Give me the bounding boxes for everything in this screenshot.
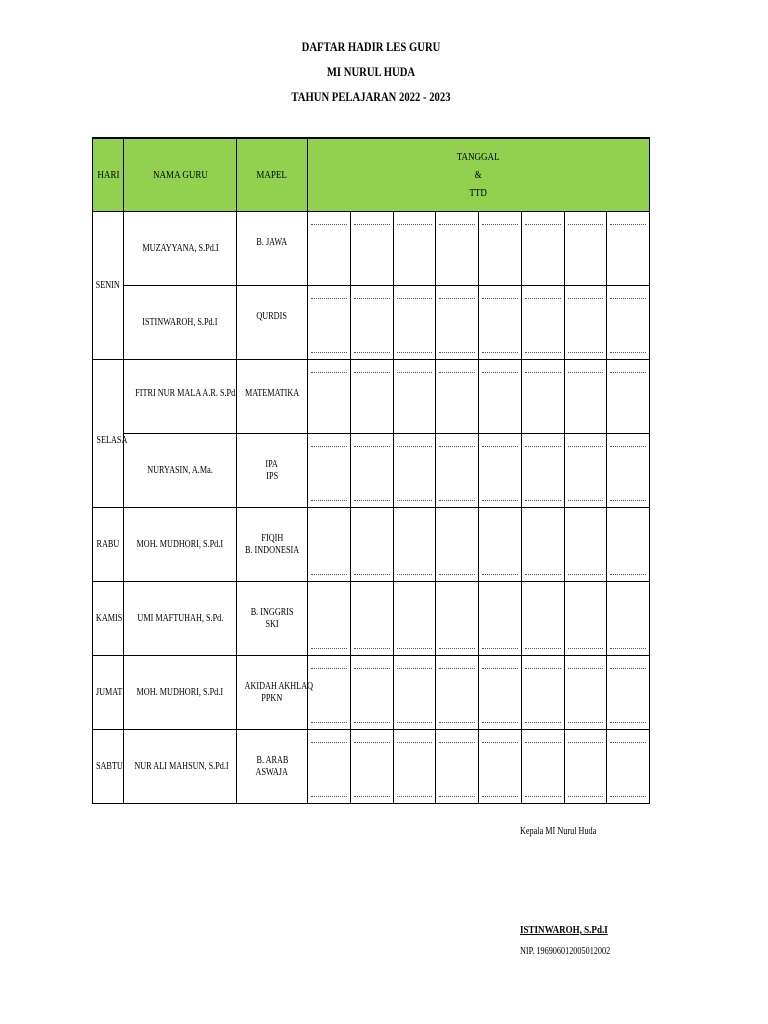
signature-nip: NIP. 196906012005012002 xyxy=(520,946,611,957)
signature-cell[interactable] xyxy=(479,434,522,508)
signature-cell[interactable] xyxy=(607,360,650,434)
signature-cell[interactable] xyxy=(436,508,479,582)
signature-cell[interactable] xyxy=(436,360,479,434)
date-line xyxy=(354,742,390,743)
header-nama-guru: NAMA GURU xyxy=(124,138,237,212)
table-row xyxy=(93,434,650,508)
signature-cell[interactable] xyxy=(479,730,522,804)
signature-cell[interactable] xyxy=(564,286,607,360)
signature-cell[interactable] xyxy=(350,286,393,360)
subject-cell: IPA IPS xyxy=(237,434,308,508)
teacher-name-cell: ISTINWAROH, S.Pd.I xyxy=(124,286,237,360)
signature-cell[interactable] xyxy=(308,508,351,582)
signature-cell[interactable] xyxy=(607,508,650,582)
signature-line xyxy=(397,722,433,723)
signature-line xyxy=(439,722,475,723)
signature-line xyxy=(439,648,475,649)
date-line xyxy=(482,298,518,299)
date-line xyxy=(311,668,347,669)
date-line xyxy=(525,742,561,743)
day-cell-rabu: RABU xyxy=(93,508,124,582)
signature-line xyxy=(354,796,390,797)
signature-cell[interactable] xyxy=(564,360,607,434)
table-row xyxy=(93,656,650,730)
signature-cell[interactable] xyxy=(479,656,522,730)
date-line xyxy=(311,742,347,743)
date-line xyxy=(610,372,646,373)
table-row xyxy=(93,730,650,804)
signature-line xyxy=(397,796,433,797)
signature-line xyxy=(439,500,475,501)
table-row xyxy=(93,582,650,656)
signature-cell[interactable] xyxy=(479,360,522,434)
signature-cell[interactable] xyxy=(521,212,564,286)
day-cell-jumat: JUMAT xyxy=(93,656,124,730)
date-line xyxy=(568,298,604,299)
teacher-name-cell: MOH. MUDHORI, S.Pd.I xyxy=(124,508,237,582)
date-line xyxy=(354,298,390,299)
signature-cell[interactable] xyxy=(564,508,607,582)
signature-line xyxy=(439,796,475,797)
signature-cell[interactable] xyxy=(308,286,351,360)
date-line xyxy=(568,668,604,669)
signature-cell[interactable] xyxy=(521,434,564,508)
document-title xyxy=(142,34,600,109)
subject-cell: FIQIH B. INDONESIA xyxy=(237,508,308,582)
signature-cell[interactable] xyxy=(308,656,351,730)
signature-cell[interactable] xyxy=(607,434,650,508)
signature-line xyxy=(439,574,475,575)
date-line xyxy=(439,668,475,669)
signature-cell[interactable] xyxy=(607,730,650,804)
subject-cell: AKIDAH AKHLAQ PPKN xyxy=(237,656,308,730)
signature-cell[interactable] xyxy=(308,434,351,508)
date-line xyxy=(311,446,347,447)
signature-cell[interactable] xyxy=(521,582,564,656)
date-line xyxy=(568,446,604,447)
date-line xyxy=(568,224,604,225)
date-line xyxy=(482,668,518,669)
date-line xyxy=(311,298,347,299)
attendance-body xyxy=(93,212,650,804)
signature-cell[interactable] xyxy=(308,212,351,286)
signature-cell[interactable] xyxy=(436,582,479,656)
date-line xyxy=(397,742,433,743)
date-line xyxy=(397,668,433,669)
signature-line xyxy=(354,722,390,723)
signature-line xyxy=(568,722,604,723)
signature-line xyxy=(610,352,646,353)
signature-line xyxy=(482,574,518,575)
date-line xyxy=(482,372,518,373)
date-line xyxy=(525,446,561,447)
signature-line xyxy=(397,648,433,649)
date-line xyxy=(610,742,646,743)
day-cell-selasa: SELASA xyxy=(93,360,124,508)
date-line xyxy=(397,224,433,225)
signature-cell[interactable] xyxy=(393,730,436,804)
signature-cell[interactable] xyxy=(393,656,436,730)
signature-cell[interactable] xyxy=(607,286,650,360)
signature-line xyxy=(610,500,646,501)
day-cell-kamis: KAMIS xyxy=(93,582,124,656)
signature-cell[interactable] xyxy=(393,434,436,508)
signature-cell[interactable] xyxy=(564,730,607,804)
signature-line xyxy=(568,500,604,501)
title-line-1: DAFTAR HADIR LES GURU xyxy=(301,39,441,54)
signature-cell[interactable] xyxy=(436,212,479,286)
signature-cell[interactable] xyxy=(393,360,436,434)
date-line xyxy=(354,668,390,669)
date-line xyxy=(525,668,561,669)
date-line xyxy=(610,668,646,669)
signature-cell[interactable] xyxy=(479,508,522,582)
table-header-row xyxy=(93,138,650,212)
table-row xyxy=(93,508,650,582)
subject-cell: B. INGGRIS SKI xyxy=(237,582,308,656)
signature-line xyxy=(397,352,433,353)
signature-line xyxy=(311,574,347,575)
signature-cell[interactable] xyxy=(521,286,564,360)
signature-line xyxy=(568,648,604,649)
teacher-name-cell: NUR ALI MAHSUN, S.Pd.I xyxy=(124,730,237,804)
header-tanggal-ttd xyxy=(308,138,650,212)
date-line xyxy=(397,446,433,447)
signature-line xyxy=(610,574,646,575)
signature-cell[interactable] xyxy=(564,212,607,286)
signature-line xyxy=(525,648,561,649)
signature-line xyxy=(354,648,390,649)
signature-line xyxy=(482,500,518,501)
signature-line xyxy=(610,648,646,649)
teacher-name-cell: MUZAYYANA, S.Pd.I xyxy=(124,212,237,286)
signature-line xyxy=(311,722,347,723)
signature-cell[interactable] xyxy=(393,508,436,582)
date-line xyxy=(354,224,390,225)
header-and: & xyxy=(474,169,483,181)
date-line xyxy=(397,298,433,299)
header-hari: HARI xyxy=(93,138,124,212)
signature-cell[interactable] xyxy=(607,582,650,656)
signature-cell[interactable] xyxy=(350,434,393,508)
signature-line xyxy=(482,722,518,723)
signature-line xyxy=(568,574,604,575)
date-line xyxy=(354,372,390,373)
signature-line xyxy=(439,352,475,353)
signature-line xyxy=(482,796,518,797)
signature-line xyxy=(568,352,604,353)
signature-line xyxy=(397,574,433,575)
date-line xyxy=(610,224,646,225)
signature-cell[interactable] xyxy=(479,582,522,656)
signature-title: Kepala MI Nurul Huda xyxy=(520,826,597,837)
signature-cell[interactable] xyxy=(350,582,393,656)
signature-cell[interactable] xyxy=(479,286,522,360)
date-line xyxy=(568,372,604,373)
attendance-table xyxy=(92,137,650,804)
signature-cell[interactable] xyxy=(436,730,479,804)
date-line xyxy=(439,446,475,447)
date-line xyxy=(482,742,518,743)
signature-line xyxy=(354,352,390,353)
signature-line xyxy=(311,500,347,501)
signature-line xyxy=(525,500,561,501)
signature-cell[interactable] xyxy=(436,434,479,508)
date-line xyxy=(568,742,604,743)
header-ttd: TTD xyxy=(469,187,488,199)
signature-cell[interactable] xyxy=(607,656,650,730)
date-line xyxy=(525,372,561,373)
signature-line xyxy=(525,352,561,353)
signature-line xyxy=(525,796,561,797)
signature-cell[interactable] xyxy=(564,434,607,508)
signature-line xyxy=(482,648,518,649)
subject-cell: B. ARAB ASWAJA xyxy=(237,730,308,804)
signature-line xyxy=(354,500,390,501)
signature-cell[interactable] xyxy=(393,212,436,286)
date-line xyxy=(482,446,518,447)
date-line xyxy=(610,446,646,447)
signature-line xyxy=(482,352,518,353)
signature-cell[interactable] xyxy=(436,656,479,730)
signature-line xyxy=(311,796,347,797)
teacher-name-cell: FITRI NUR MALA A.R. S.Pd. xyxy=(124,360,237,434)
signature-line xyxy=(610,796,646,797)
date-line xyxy=(525,224,561,225)
signature-line xyxy=(354,574,390,575)
date-line xyxy=(525,298,561,299)
teacher-name-cell: NURYASIN, A.Ma. xyxy=(124,434,237,508)
title-line-2: MI NURUL HUDA xyxy=(326,64,416,79)
signature-cell[interactable] xyxy=(350,656,393,730)
signature-line xyxy=(525,574,561,575)
signature-cell[interactable] xyxy=(436,286,479,360)
signature-line xyxy=(397,500,433,501)
day-cell-senin: SENIN xyxy=(93,212,124,360)
signature-cell[interactable] xyxy=(393,286,436,360)
date-line xyxy=(439,298,475,299)
subject-cell: QURDIS xyxy=(237,286,308,360)
table-row xyxy=(93,212,650,286)
teacher-name-cell: UMI MAFTUHAH, S.Pd. xyxy=(124,582,237,656)
date-line xyxy=(397,372,433,373)
signature-cell[interactable] xyxy=(350,360,393,434)
signature-cell[interactable] xyxy=(350,508,393,582)
signature-line xyxy=(610,722,646,723)
date-line xyxy=(311,224,347,225)
signature-line xyxy=(311,352,347,353)
signature-cell[interactable] xyxy=(308,360,351,434)
signature-cell[interactable] xyxy=(521,360,564,434)
signature-cell[interactable] xyxy=(393,582,436,656)
table-row xyxy=(93,360,650,434)
signature-line xyxy=(311,648,347,649)
date-line xyxy=(354,446,390,447)
signature-cell[interactable] xyxy=(521,508,564,582)
signature-cell[interactable] xyxy=(521,656,564,730)
signature-cell[interactable] xyxy=(564,656,607,730)
signature-cell[interactable] xyxy=(564,582,607,656)
table-row xyxy=(93,286,650,360)
date-line xyxy=(482,224,518,225)
day-cell-sabtu: SABTU xyxy=(93,730,124,804)
teacher-name-cell: MOH. MUDHORI, S.Pd.I xyxy=(124,656,237,730)
signature-cell[interactable] xyxy=(479,212,522,286)
signature-cell[interactable] xyxy=(308,730,351,804)
signature-name: ISTINWAROH, S.Pd.I xyxy=(520,924,608,936)
date-line xyxy=(439,742,475,743)
date-line xyxy=(610,298,646,299)
subject-cell: MATEMATIKA xyxy=(237,360,308,434)
header-mapel: MAPEL xyxy=(237,138,308,212)
signature-cell[interactable] xyxy=(350,212,393,286)
date-line xyxy=(439,224,475,225)
title-line-3: TAHUN PELAJARAN 2022 - 2023 xyxy=(291,89,451,104)
signature-line xyxy=(525,722,561,723)
subject-cell: B. JAWA xyxy=(237,212,308,286)
date-line xyxy=(439,372,475,373)
signature-cell[interactable] xyxy=(350,730,393,804)
signature-cell[interactable] xyxy=(308,582,351,656)
signature-cell[interactable] xyxy=(521,730,564,804)
header-tanggal: TANGGAL xyxy=(457,151,500,163)
date-line xyxy=(311,372,347,373)
signature-cell[interactable] xyxy=(607,212,650,286)
signature-line xyxy=(568,796,604,797)
